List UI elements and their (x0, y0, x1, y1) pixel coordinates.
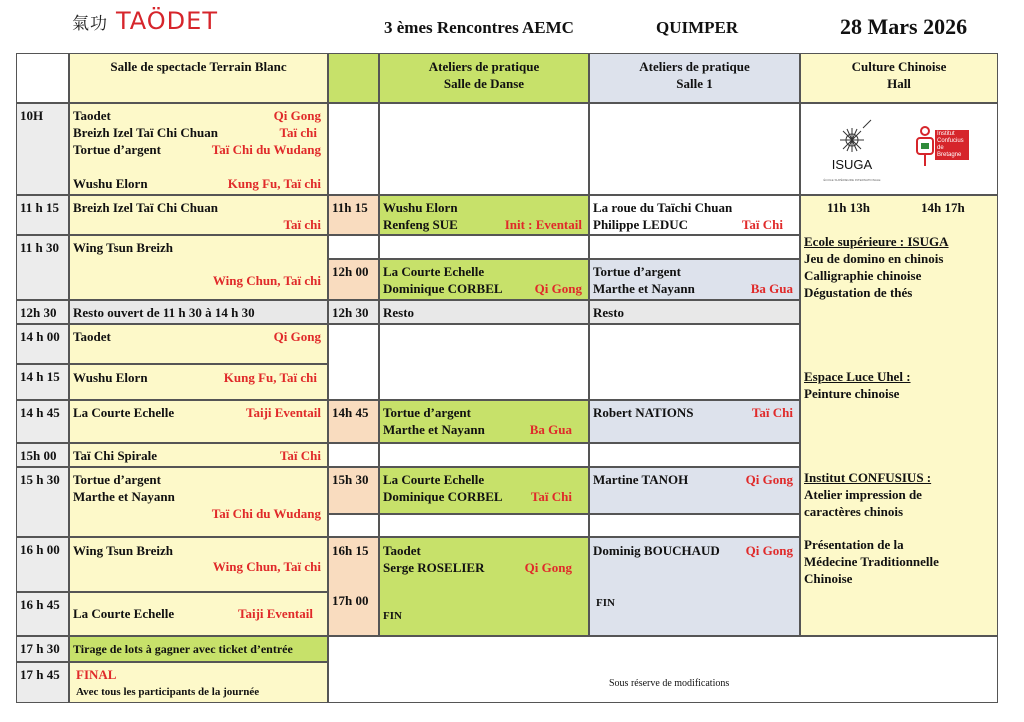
danse-time-11h15: 11h 15 (328, 195, 379, 235)
slot-14h15 (69, 364, 328, 400)
luce-uhel-activity: Peinture chinoise (804, 386, 900, 401)
danse-time-16h15: 16h 15 (332, 543, 369, 558)
event-date: 28 Mars 2026 (840, 14, 968, 39)
footer-note: Sous réserve de modifications (609, 678, 730, 689)
teacher-name: Renfeng SUE (383, 217, 458, 232)
slot-11h30 (69, 235, 328, 300)
danse-empty (328, 514, 379, 537)
discipline-tag: Qi Gong (273, 108, 321, 123)
lunch-note: Resto (593, 305, 625, 320)
workshop-name: La roue du Taïchi Chuan (593, 200, 733, 215)
danse-time-17h00: 17h 00 (332, 593, 369, 608)
salle1-slot-12h00 (589, 259, 800, 300)
col-header-sublabel: Hall (887, 76, 911, 91)
lunch-note: Resto (383, 305, 415, 320)
danse-slot-16h15 (379, 537, 589, 636)
danse-slot-15h30 (379, 467, 589, 514)
salle1-slot-14h45 (589, 400, 800, 443)
col-header-culture-chinoise (800, 53, 998, 103)
teacher-name: Dominique CORBEL (383, 489, 503, 504)
isuga-logo-subtitle: ÉCOLE SUPÉRIEURE INTERNATIONALE (823, 178, 881, 182)
salle1-empty (589, 235, 800, 259)
end-marker: FIN (383, 610, 402, 622)
salle1-empty (589, 514, 800, 537)
salle1-empty-10h (589, 103, 800, 195)
discipline-tag: Init : Eventail (504, 217, 582, 232)
salle1-empty (589, 443, 800, 467)
discipline-tag: Kung Fu, Taï chi (223, 370, 317, 385)
slot-11h15 (69, 195, 328, 235)
danse-slot-14h45 (379, 400, 589, 443)
slot-15h00 (69, 443, 328, 467)
teacher-name: Serge ROSELIER (383, 560, 485, 575)
slot-17h45-final (69, 662, 328, 703)
logo-chinese-characters: 氣功 (72, 13, 108, 34)
discipline-tag: Taï Chi (741, 217, 783, 232)
lottery-note: Tirage de lots à gagner avec ticket d’entrée (73, 642, 293, 656)
time-12h30: 12h 30 (16, 300, 69, 324)
danse-empty (328, 324, 379, 400)
teacher-name: Dominique CORBEL (383, 281, 503, 296)
slot-12h30-lunch (69, 300, 328, 324)
club-name: Taï Chi Spirale (73, 448, 158, 463)
lunch-note: Resto ouvert de 11 h 30 à 14 h 30 (73, 305, 255, 320)
discipline-tag: Qi Gong (745, 472, 793, 487)
discipline-tag: Taï Chi (530, 489, 572, 504)
discipline-tag: Kung Fu, Taï chi (227, 176, 321, 191)
institut-confucius-logo (913, 124, 969, 170)
performer-name: Marthe et Nayann (383, 422, 485, 437)
isuga-activity: Dégustation de thés (804, 285, 913, 300)
discipline-tag: Taï Chi (751, 405, 793, 420)
isuga-activity: Calligraphie chinoise (804, 268, 922, 283)
discipline-tag: Taiji Eventail (237, 606, 313, 621)
discipline-tag: Ba Gua (529, 422, 572, 437)
time-14h15: 14 h 15 (16, 364, 69, 400)
time-15h30: 15 h 30 (16, 467, 69, 537)
header-empty-cell (16, 53, 69, 103)
danse-slot-12h30 (379, 300, 589, 324)
event-title: 3 èmes Rencontres AEMC (384, 18, 574, 37)
time-11h15: 11 h 15 (16, 195, 69, 235)
salle1-slot-15h30 (589, 467, 800, 514)
isuga-activity: Jeu de domino en chinois (804, 251, 944, 266)
club-name: Tortue d’argent (383, 405, 471, 420)
danse-time-12h30: 12h 30 (328, 300, 379, 324)
medicine-activity: Médecine Traditionnelle (804, 554, 939, 569)
club-name: Breizh Izel Taï Chi Chuan (73, 125, 218, 140)
time-17h45: 17 h 45 (16, 662, 69, 703)
culture-hours-afternoon: 14h 17h (921, 200, 965, 215)
slot-10h (69, 103, 328, 195)
discipline-tag: Taï Chi du Wudang (211, 142, 321, 157)
danse-empty (379, 443, 589, 467)
col-header-label: Salle de spectacle Terrain Blanc (110, 59, 287, 74)
danse-empty-10h (328, 103, 379, 195)
discipline-tag: Taï chi (279, 125, 317, 140)
confucius-activity: caractères chinois (804, 504, 904, 519)
club-name: La Courte Echelle (383, 472, 485, 487)
time-16h45: 16 h 45 (16, 592, 69, 636)
teacher-name: Dominig BOUCHAUD (593, 543, 720, 558)
slot-14h00 (69, 324, 328, 364)
teacher-name: Robert NATIONS (593, 405, 694, 420)
time-16h00: 16 h 00 (16, 537, 69, 592)
discipline-tag: Wing Chun, Taï chi (212, 559, 321, 574)
time-17h30: 17 h 30 (16, 636, 69, 662)
performer-name: Marthe et Nayann (73, 489, 175, 504)
slot-16h45 (69, 592, 328, 636)
page-header (0, 0, 1024, 52)
confucius-label-line: Institut (937, 131, 955, 137)
slot-14h45 (69, 400, 328, 443)
taodet-logo (72, 6, 218, 36)
danse-time-14h45: 14h 45 (328, 400, 379, 443)
culture-logos (800, 103, 998, 195)
club-name: Wing Tsun Breizh (73, 543, 173, 558)
club-name: Taodet (73, 108, 111, 123)
danse-time-12h00: 12h 00 (328, 259, 379, 300)
discipline-tag: Taiji Eventail (245, 405, 321, 420)
isuga-emblem-icon (827, 118, 877, 158)
teacher-name: Philippe LEDUC (593, 217, 688, 232)
confucius-label-line: Confucius (937, 138, 964, 144)
final-label: FINAL (76, 667, 117, 682)
danse-empty (379, 514, 589, 537)
club-name: La Courte Echelle (73, 606, 175, 621)
schedule-table (16, 53, 998, 703)
col-header-spacer (328, 53, 379, 103)
club-name: Tortue d’argent (593, 264, 681, 279)
club-name: Taodet (73, 329, 111, 344)
danse-empty (379, 235, 589, 259)
danse-empty (328, 235, 379, 259)
col-header-sublabel: Salle de Danse (443, 76, 525, 91)
discipline-tag: Wing Chun, Taï chi (212, 273, 321, 288)
time-15h00: 15h 00 (16, 443, 69, 467)
isuga-logo (823, 118, 881, 182)
club-name: Wing Tsun Breizh (73, 240, 173, 255)
time-10h: 10H (16, 103, 69, 195)
confucius-title: Institut CONFUSIUS : (804, 470, 932, 485)
culture-hours-morning: 11h 13h (827, 200, 870, 215)
salle1-slot-12h30 (589, 300, 800, 324)
event-city: QUIMPER (656, 18, 739, 37)
isuga-logo-text: ISUGA (831, 157, 873, 172)
confucius-activity: Atelier impression de (804, 487, 922, 502)
col-header-salle-de-danse (379, 53, 589, 103)
club-name: La Courte Echelle (383, 264, 485, 279)
teacher-name: Martine TANOH (593, 472, 689, 487)
club-name: Breizh Izel Taï Chi Chuan (73, 200, 218, 215)
danse-empty (328, 443, 379, 467)
club-name: Wushu Elorn (73, 370, 148, 385)
salle1-empty (589, 324, 800, 400)
slot-15h30 (69, 467, 328, 537)
club-name: Tortue d’argent (73, 142, 161, 157)
col-header-terrain-blanc (69, 53, 328, 103)
logo-name: TAÖDET (116, 7, 218, 35)
confucius-knot-icon (913, 124, 937, 168)
footer-note-cell (328, 636, 998, 703)
club-name: Wushu Elorn (73, 176, 148, 191)
col-header-sublabel: Salle 1 (676, 76, 713, 91)
discipline-tag: Ba Gua (750, 281, 793, 296)
time-11h30: 11 h 30 (16, 235, 69, 300)
slot-16h00 (69, 537, 328, 592)
confucius-label-line: 布列塔尼孔子学院 (937, 160, 965, 172)
medicine-activity: Présentation de la (804, 537, 904, 552)
club-name: Tortue d’argent (73, 472, 161, 487)
col-header-label: Ateliers de pratique (428, 59, 540, 74)
slot-17h30-lottery (69, 636, 328, 662)
final-subtitle: Avec tous les participants de la journée (76, 686, 260, 698)
confucius-label-line: de Bretagne (937, 145, 962, 158)
col-header-label: Culture Chinoise (851, 59, 947, 74)
club-name: Wushu Elorn (383, 200, 458, 215)
performer-name: Marthe et Nayann (593, 281, 695, 296)
discipline-tag: Taï Chi (279, 448, 321, 463)
danse-time-16h15-17h00 (328, 537, 379, 636)
isuga-title: Ecole supérieure : ISUGA (804, 234, 949, 249)
discipline-tag: Taï chi (283, 217, 321, 232)
danse-empty (379, 324, 589, 400)
medicine-activity: Chinoise (804, 571, 853, 586)
discipline-tag: Qi Gong (534, 281, 582, 296)
discipline-tag: Qi Gong (745, 543, 793, 558)
club-name: Taodet (383, 543, 421, 558)
culture-activities (800, 195, 998, 636)
salle1-slot-11h15 (589, 195, 800, 235)
club-name: La Courte Echelle (73, 405, 175, 420)
col-header-label: Ateliers de pratique (639, 59, 750, 74)
time-14h45: 14 h 45 (16, 400, 69, 443)
danse-slot-11h15 (379, 195, 589, 235)
discipline-tag: Qi Gong (524, 560, 572, 575)
danse-time-15h30: 15h 30 (328, 467, 379, 514)
danse-empty-10h (379, 103, 589, 195)
luce-uhel-title: Espace Luce Uhel : (804, 369, 911, 384)
end-marker: FIN (596, 597, 615, 609)
discipline-tag: Taï Chi du Wudang (211, 506, 321, 521)
confucius-label-block (935, 130, 969, 172)
col-header-salle-1 (589, 53, 800, 103)
discipline-tag: Qi Gong (273, 329, 321, 344)
salle1-slot-16h00 (589, 537, 800, 636)
danse-slot-12h00 (379, 259, 589, 300)
time-14h00: 14 h 00 (16, 324, 69, 364)
